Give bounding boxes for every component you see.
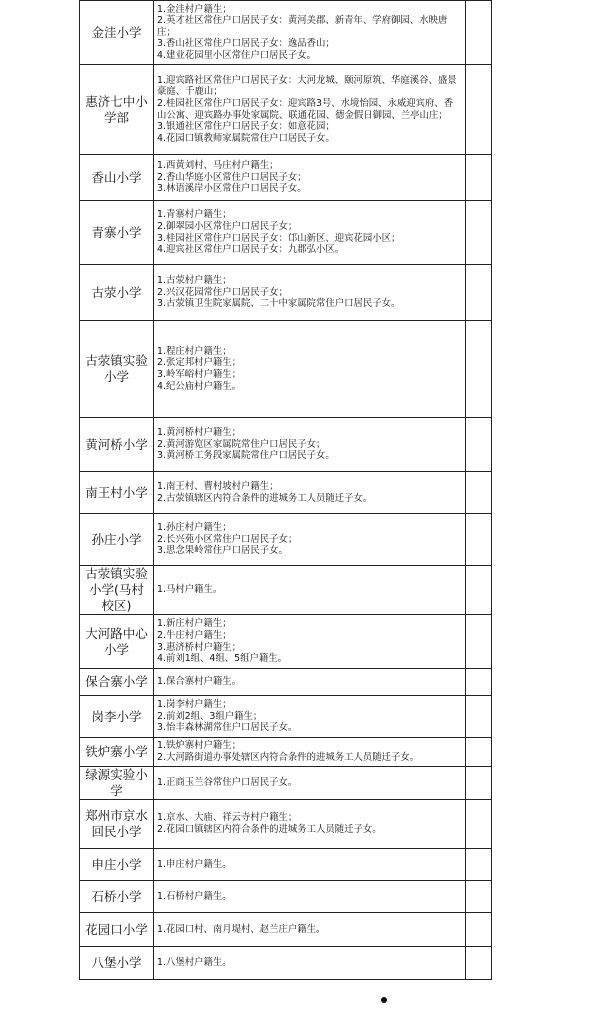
scope-item: 3.古荥镇卫生院家属院、二十中家属院常住户口居民子女。 — [157, 298, 401, 310]
scope-item: 2.前刘2组、3组户籍生； — [157, 710, 263, 722]
scope-item: 2.桂园社区常住户口居民子女：迎宾路3号、水境怡园、永威迎宾府、香山公寓、迎宾路办事处家属院、联通花园、德金假日御园、兰亭山庄； — [157, 97, 454, 121]
school-name-cell: 花园口小学 — [80, 913, 154, 947]
scope-item: 1.申庄村户籍生。 — [157, 858, 232, 870]
enrollment-scope-cell — [154, 514, 466, 566]
enrollment-scope-cell — [154, 472, 466, 514]
school-name-cell: 保合寨小学 — [80, 669, 154, 696]
scope-item: 1.八堡村户籍生。 — [157, 957, 232, 969]
school-name-cell: 八堡小学 — [80, 947, 154, 980]
table-row — [80, 514, 492, 566]
table-row — [80, 155, 492, 201]
table-row — [80, 615, 492, 669]
scope-item: 1.程庄村户籍生； — [157, 345, 232, 357]
empty-cell — [466, 738, 492, 767]
school-name-cell: 南王村小学 — [80, 472, 154, 514]
scope-item: 4.前刘1组、4组、5组户籍生。 — [157, 653, 287, 665]
table-row — [80, 566, 492, 615]
enrollment-scope-cell — [154, 566, 466, 615]
empty-cell — [466, 767, 492, 800]
school-name-cell: 惠济七中小学部 — [80, 65, 154, 155]
scope-item: 1.南王村、曹村坡村户籍生； — [157, 480, 279, 492]
scope-item: 3.银通社区常住户口居民子女：如意花园； — [157, 121, 335, 133]
empty-cell — [466, 669, 492, 696]
scope-item: 4.迎宾社区常住户口居民子女：九郡弘小区。 — [157, 244, 345, 256]
enrollment-scope-cell — [154, 155, 466, 201]
scope-item: 3.香山社区常住户口居民子女：逸品香山； — [157, 38, 335, 50]
scope-item: 1.西黄刘村、马庄村户籍生； — [157, 160, 279, 172]
empty-cell — [466, 472, 492, 514]
table-body — [80, 1, 492, 980]
school-name-cell: 铁炉寨小学 — [80, 738, 154, 767]
scope-item: 2.兴汉花园常住户口居民子女； — [157, 286, 288, 298]
scope-item: 2.黄河游览区家属院常住户口居民子女； — [157, 438, 326, 450]
enrollment-scope-cell — [154, 738, 466, 767]
empty-cell — [466, 615, 492, 669]
empty-cell — [466, 265, 492, 321]
table-row — [80, 947, 492, 980]
enrollment-scope-table — [79, 0, 492, 980]
scope-item: 1.石桥村户籍生。 — [157, 890, 232, 902]
table-row — [80, 767, 492, 800]
scope-item: 1.古荥村户籍生； — [157, 275, 232, 287]
table-row — [80, 738, 492, 767]
table-row — [80, 418, 492, 472]
empty-cell — [466, 321, 492, 418]
scope-item: 1.京水、大庙、祥云寺村户籍生； — [157, 812, 298, 824]
scope-item: 3.岭军峪村户籍生； — [157, 369, 241, 380]
scope-item: 2.大河路街道办事处辖区内符合条件的进城务工人员随迁子女。 — [157, 752, 420, 763]
empty-cell — [466, 849, 492, 881]
table-row — [80, 669, 492, 696]
table-row — [80, 321, 492, 418]
empty-cell — [466, 566, 492, 615]
table-row — [80, 881, 492, 913]
empty-cell — [466, 696, 492, 738]
enrollment-scope-cell — [154, 321, 466, 418]
school-name-cell: 香山小学 — [80, 155, 154, 201]
empty-cell — [466, 514, 492, 566]
scope-item: 2.香山华庭小区常住户口居民子女； — [157, 171, 307, 183]
scope-item: 1.新庄村户籍生； — [157, 618, 232, 630]
table-row — [80, 265, 492, 321]
scope-item: 2.张定邦村户籍生； — [157, 357, 241, 369]
empty-cell — [466, 913, 492, 947]
enrollment-scope-cell — [154, 800, 466, 849]
school-name-cell: 孙庄小学 — [80, 514, 154, 566]
enrollment-scope-cell — [154, 1, 466, 65]
empty-cell — [466, 881, 492, 913]
enrollment-scope-cell — [154, 201, 466, 265]
enrollment-scope-cell — [154, 881, 466, 913]
table-row — [80, 696, 492, 738]
enrollment-scope-cell — [154, 913, 466, 947]
scope-item: 3.怡丰森林湖常住户口居民子女。 — [157, 722, 298, 734]
scope-item: 4.纪公庙村户籍生。 — [157, 380, 241, 392]
scope-item: 1.马村户籍生。 — [157, 584, 223, 596]
stray-dot — [381, 997, 387, 1003]
scope-item: 2.花园口镇辖区内符合条件的进城务工人员随迁子女。 — [157, 824, 382, 835]
table-row — [80, 800, 492, 849]
school-name-cell: 岗李小学 — [80, 696, 154, 738]
scope-item: 1.金洼村户籍生； — [157, 3, 232, 15]
table-row — [80, 913, 492, 947]
scope-item: 3.桂园社区常住户口居民子女：邙山新区、迎宾花园小区； — [157, 232, 401, 244]
school-name-cell: 石桥小学 — [80, 881, 154, 913]
school-name-cell: 青寨小学 — [80, 201, 154, 265]
school-name-cell: 大河路中心小学 — [80, 615, 154, 669]
table-row — [80, 201, 492, 265]
enrollment-scope-cell — [154, 65, 466, 155]
scope-item: 1.保合寨村户籍生。 — [157, 676, 241, 688]
scope-item: 2.英才社区常住户口居民子女：黄河美郡、新青年、学府御园、水映唐庄； — [157, 15, 448, 38]
empty-cell — [466, 947, 492, 980]
scope-item: 1.孙庄村户籍生； — [157, 522, 232, 534]
table-row — [80, 1, 492, 65]
enrollment-scope-cell — [154, 849, 466, 881]
enrollment-table-container — [79, 0, 492, 980]
enrollment-scope-cell — [154, 615, 466, 669]
scope-item: 1.花园口村、南月堤村、赵兰庄户籍生。 — [157, 923, 326, 935]
scope-item: 4.建业花园里小区常住户口居民子女。 — [157, 49, 316, 61]
empty-cell — [466, 418, 492, 472]
enrollment-scope-cell — [154, 265, 466, 321]
empty-cell — [466, 800, 492, 849]
empty-cell — [466, 65, 492, 155]
scope-item: 3.思念果岭常住户口居民子女。 — [157, 545, 288, 557]
scope-item: 3.林语溪岸小区常住户口居民子女。 — [157, 183, 307, 195]
enrollment-scope-cell — [154, 669, 466, 696]
school-name-cell: 绿源实验小学 — [80, 767, 154, 800]
scope-item: 1.黄河桥村户籍生； — [157, 427, 241, 439]
table-row — [80, 472, 492, 514]
enrollment-scope-cell — [154, 947, 466, 980]
school-name-cell: 申庄小学 — [80, 849, 154, 881]
scope-item: 3.惠济桥村户籍生； — [157, 641, 241, 653]
school-name-cell: 古荥镇实验小学(马村校区) — [80, 566, 154, 615]
enrollment-scope-cell — [154, 696, 466, 738]
enrollment-scope-cell — [154, 418, 466, 472]
scope-item: 2.古荥镇辖区内符合条件的进城务工人员随迁子女。 — [157, 492, 373, 504]
scope-item: 2.御翠园小区常住户口居民子女； — [157, 220, 298, 232]
school-name-cell: 古荥小学 — [80, 265, 154, 321]
scope-item: 2.长兴苑小区常住户口居民子女； — [157, 533, 298, 545]
scope-item: 4.花园口镇教师家属院常住户口居民子女。 — [157, 132, 335, 144]
enrollment-scope-cell — [154, 767, 466, 800]
scope-item: 3.黄河桥工务段家属院常住户口居民子女。 — [157, 450, 335, 462]
scope-item: 1.青寨村户籍生； — [157, 209, 232, 221]
scope-item: 1.铁炉寨村户籍生； — [157, 740, 241, 752]
empty-cell — [466, 201, 492, 265]
school-name-cell: 金洼小学 — [80, 1, 154, 65]
scope-item: 1.迎宾路社区常住户口居民子女：大河龙城、颐河原筑、华庭溪谷、盛景豪庭、千鹿山； — [157, 74, 457, 98]
scope-item: 1.正商玉兰谷常住户口居民子女。 — [157, 777, 298, 789]
school-name-cell: 黄河桥小学 — [80, 418, 154, 472]
scope-item: 1.岗李村户籍生； — [157, 699, 232, 711]
school-name-cell: 郑州市京水回民小学 — [80, 800, 154, 849]
empty-cell — [466, 1, 492, 65]
empty-cell — [466, 155, 492, 201]
school-name-cell: 古荥镇实验小学 — [80, 321, 154, 418]
table-row — [80, 65, 492, 155]
table-row — [80, 849, 492, 881]
scope-item: 2.牛庄村户籍生； — [157, 629, 232, 641]
